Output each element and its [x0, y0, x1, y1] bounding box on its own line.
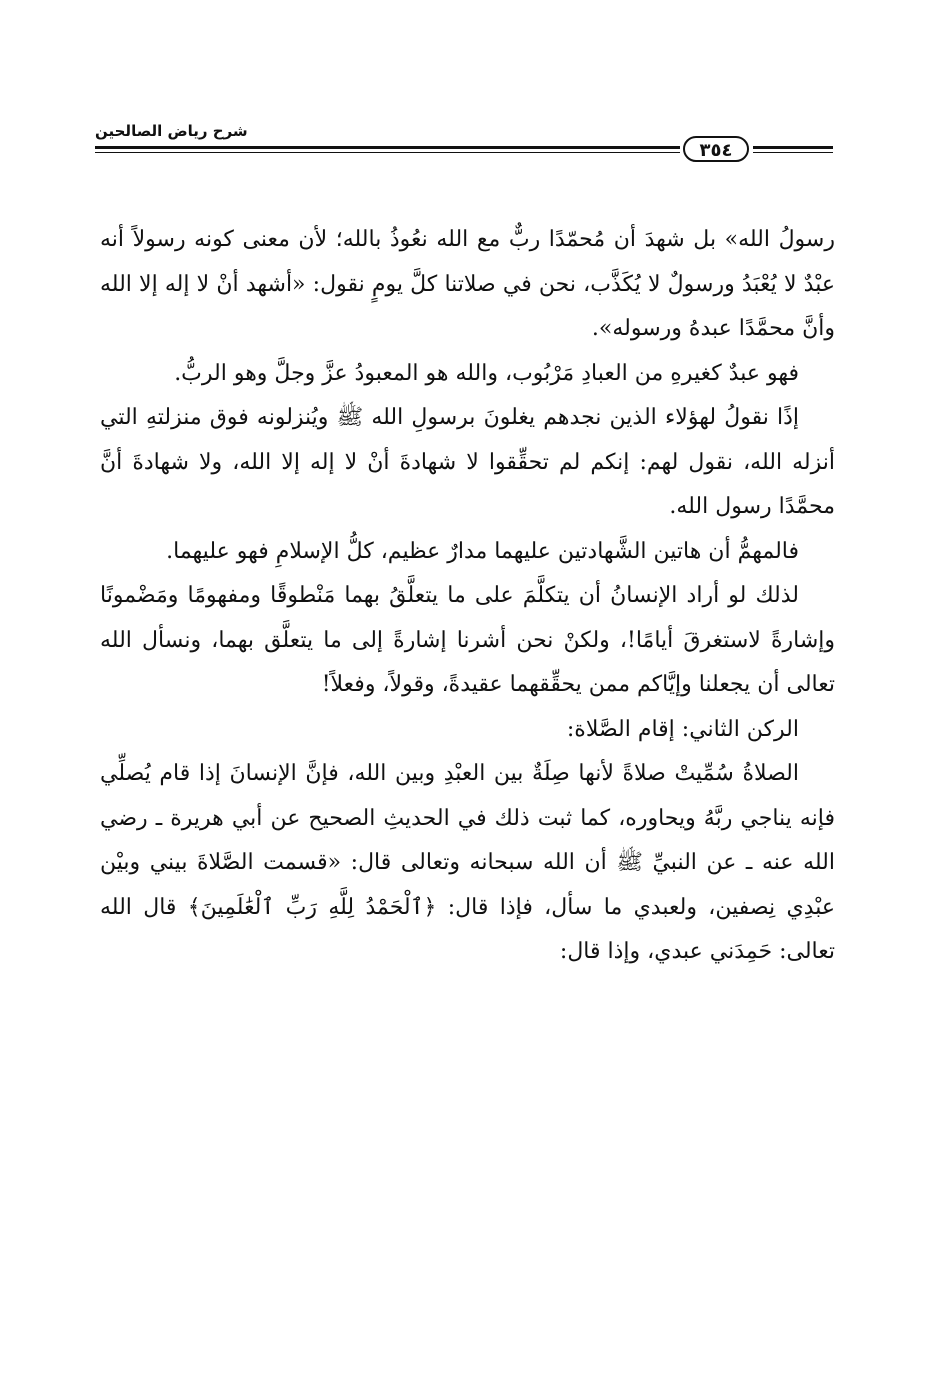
paragraph: لذلك لو أراد الإنسانُ أن يتكلَّمَ على ما يتعلَّقُ بهما مَنْطوقًا ومفهومًا ومَضْمونًا وإشارةً لاستغرقَ أيامًا!، ولكنْ نحن أشرنا إشارةً إلى ما يتعلَّق بهما، ونسأل الله تعالى أن يجعلنا وإيَّاكم ممن يحقِّقهما عقيدةً، وقولاً، وفعلاً!	[100, 583, 835, 697]
body-text	[100, 218, 835, 975]
header-rule-right	[753, 146, 833, 153]
section-heading: الركن الثاني: إقام الصَّلاة:	[566, 716, 799, 742]
paragraph: الصلاةُ سُمِّيتْ صلاةً لأنها صِلَةٌ بين العبْدِ وبين الله، فإنَّ الإنسانَ إذا قام يُصلِّي فإنه يناجي ربَّهُ ويحاوره، كما ثبت ذلك في الحديثِ الصحيح عن أبي هريرة ـ رضي الله عنه ـ عن النبيِّ ﷺ أن الله سبحانه وتعالى قال: «قسمت الصَّلاةَ بيني وبيْن عبْدِي نِصفين، ولعبدي ما سأل، فإذا قال: ﴿ٱلْحَمْدُ لِلَّهِ رَبِّ ٱلْعَٰلَمِينَ﴾ قال الله تعالى: حَمِدَني عبدي، وإذا قال:	[100, 761, 835, 964]
paragraph: فالمهمُّ أن هاتين الشَّهادتين عليهما مدارٌ عظيم، كلُّ الإسلامِ فهو عليهما.	[166, 538, 799, 564]
page-number: ٣٥٤	[683, 136, 749, 162]
page-header	[95, 112, 833, 182]
paragraph: إذًا نقولُ لهؤلاء الذين نجدهم يغلونَ برسولِ الله ﷺ ويُنزلونه فوق منزلتهِ التي أنزله الله، نقول لهم: إنكم لم تحقِّقوا لا شهادةَ أنْ لا إله إلا الله، ولا شهادةَ أنَّ محمَّدًا رسول الله.	[100, 405, 835, 519]
header-rule-left	[95, 146, 680, 153]
book-title: شرح رياض الصالحين	[95, 122, 248, 140]
paragraph: فهو عبدٌ كغيرهِ من العبادِ مَرْبُوب، والله هو المعبودُ عزَّ وجلَّ وهو الربُّ.	[174, 360, 799, 386]
paragraph: رسولُ الله» بل شهدَ أن مُحمّدًا ربٌّ مع الله نعُوذُ بالله؛ لأن معنى كونه رسولاً أنه عبْدٌ لا يُعْبَدُ ورسولٌ لا يُكَذَّب، نحن في صلاتنا كلَّ يومٍ نقول: «أشهد أنْ لا إله إلا الله وأنَّ محمَّدًا عبدهُ ورسوله».	[100, 227, 835, 341]
